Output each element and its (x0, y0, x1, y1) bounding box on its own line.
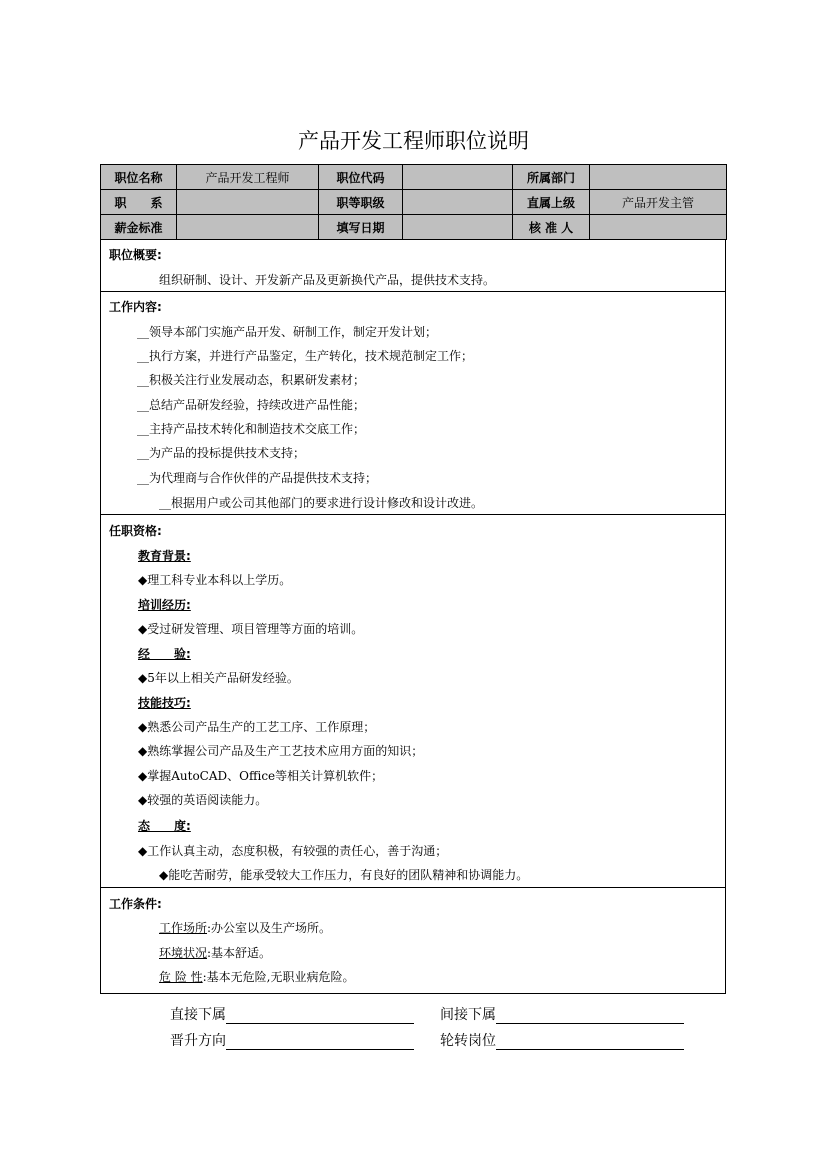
skills-label: 技能技巧: (138, 696, 191, 710)
education-text: ◆理工科专业本科以上学历。 (138, 573, 292, 587)
rotation-position (440, 1030, 684, 1050)
skill-item: ◆熟悉公司产品生产的工艺工序、工作原理； (138, 720, 376, 734)
overview-section (100, 240, 726, 292)
training-text: ◆受过研发管理、项目管理等方面的培训。 (138, 622, 364, 636)
attitude-item: ◆工作认真主动，态度积极，有较强的责任心，善于沟通； (138, 844, 448, 858)
experience-text: ◆5年以上相关产品研发经验。 (138, 671, 299, 685)
label-cell: 职位代码 (319, 165, 403, 190)
value-cell (403, 215, 513, 240)
label-cell: 职等职级 (319, 190, 403, 215)
label-cell: 薪金标准 (101, 215, 177, 240)
duty-item: __领导本部门实施产品开发、研制工作，制定开发计划； (137, 325, 438, 339)
label-cell: 填写日期 (319, 215, 403, 240)
promotion-path (170, 1030, 414, 1050)
direct-label: 直接下属 (170, 1007, 226, 1023)
env-label: 环境状况 (159, 946, 208, 960)
header-table (100, 164, 727, 240)
duty-item: __主持产品技术转化和制造技术交底工作； (137, 422, 366, 436)
overview-title: 职位概要: (109, 248, 162, 262)
conditions-title: 工作条件: (109, 897, 162, 911)
header-row (101, 190, 727, 215)
qualifications-title: 任职资格: (109, 524, 162, 538)
value-cell (177, 190, 319, 215)
label-cell: 职 系 (101, 190, 177, 215)
conditions-section (100, 888, 726, 994)
label-cell: 所属部门 (513, 165, 590, 190)
skill-item: ◆较强的英语阅读能力。 (138, 793, 268, 807)
value-cell (403, 165, 513, 190)
value-cell (177, 215, 319, 240)
qualifications-section (100, 515, 726, 888)
duty-item: __根据用户或公司其他部门的要求进行设计修改和设计改进。 (159, 496, 484, 510)
experience-label: 经 验: (138, 647, 191, 661)
promotion-label: 晋升方向 (170, 1033, 226, 1049)
duty-item: __为产品的投标提供技术支持； (137, 446, 306, 460)
skill-item: ◆掌握AutoCAD、Office等相关计算机软件； (138, 769, 384, 783)
condition-env (159, 944, 271, 961)
page-title: 产品开发工程师职位说明 (298, 129, 529, 153)
value-cell: 产品开发主管 (590, 190, 727, 215)
value-cell (590, 215, 727, 240)
indirect-subordinate (440, 1004, 684, 1024)
header-row (101, 165, 727, 190)
job-description-sheet (100, 164, 726, 994)
skill-item: ◆熟练掌握公司产品及生产工艺技术应用方面的知识； (138, 744, 424, 758)
label-cell: 职位名称 (101, 165, 177, 190)
training-label: 培训经历: (138, 598, 191, 612)
risk-text: :基本无危险,无职业病危险。 (202, 970, 355, 984)
indirect-blank (496, 1009, 684, 1024)
promotion-blank (226, 1035, 414, 1050)
value-cell (590, 165, 727, 190)
value-cell: 产品开发工程师 (177, 165, 319, 190)
header-row (101, 215, 727, 240)
attitude-item: ◆能吃苦耐劳，能承受较大工作压力，有良好的团队精神和协调能力。 (159, 868, 529, 882)
label-cell: 直属上级 (513, 190, 590, 215)
place-text: :办公室以及生产场所。 (207, 921, 332, 935)
place-label: 工作场所 (159, 921, 208, 935)
condition-risk (159, 968, 355, 985)
env-text: :基本舒适。 (207, 946, 272, 960)
condition-place (159, 919, 331, 936)
rotation-blank (496, 1035, 684, 1050)
duties-section (100, 292, 726, 515)
overview-text: 组织研制、设计、开发新产品及更新换代产品，提供技术支持。 (159, 273, 496, 287)
direct-blank (226, 1009, 414, 1024)
risk-label: 危 险 性 (159, 970, 203, 984)
duty-item: __总结产品研发经验，持续改进产品性能； (137, 398, 366, 412)
education-label: 教育背景: (138, 549, 191, 563)
duty-item: __为代理商与合作伙伴的产品提供技术支持； (137, 471, 378, 485)
label-cell: 核 准 人 (513, 215, 590, 240)
indirect-label: 间接下属 (440, 1007, 496, 1023)
duty-item: __执行方案，并进行产品鉴定，生产转化，技术规范制定工作； (137, 349, 474, 363)
attitude-label: 态 度: (138, 819, 191, 833)
rotation-label: 轮转岗位 (440, 1033, 496, 1049)
duties-title: 工作内容: (109, 300, 162, 314)
direct-subordinate (170, 1004, 414, 1024)
value-cell (403, 190, 513, 215)
duty-item: __积极关注行业发展动态，积累研发素材； (137, 373, 366, 387)
